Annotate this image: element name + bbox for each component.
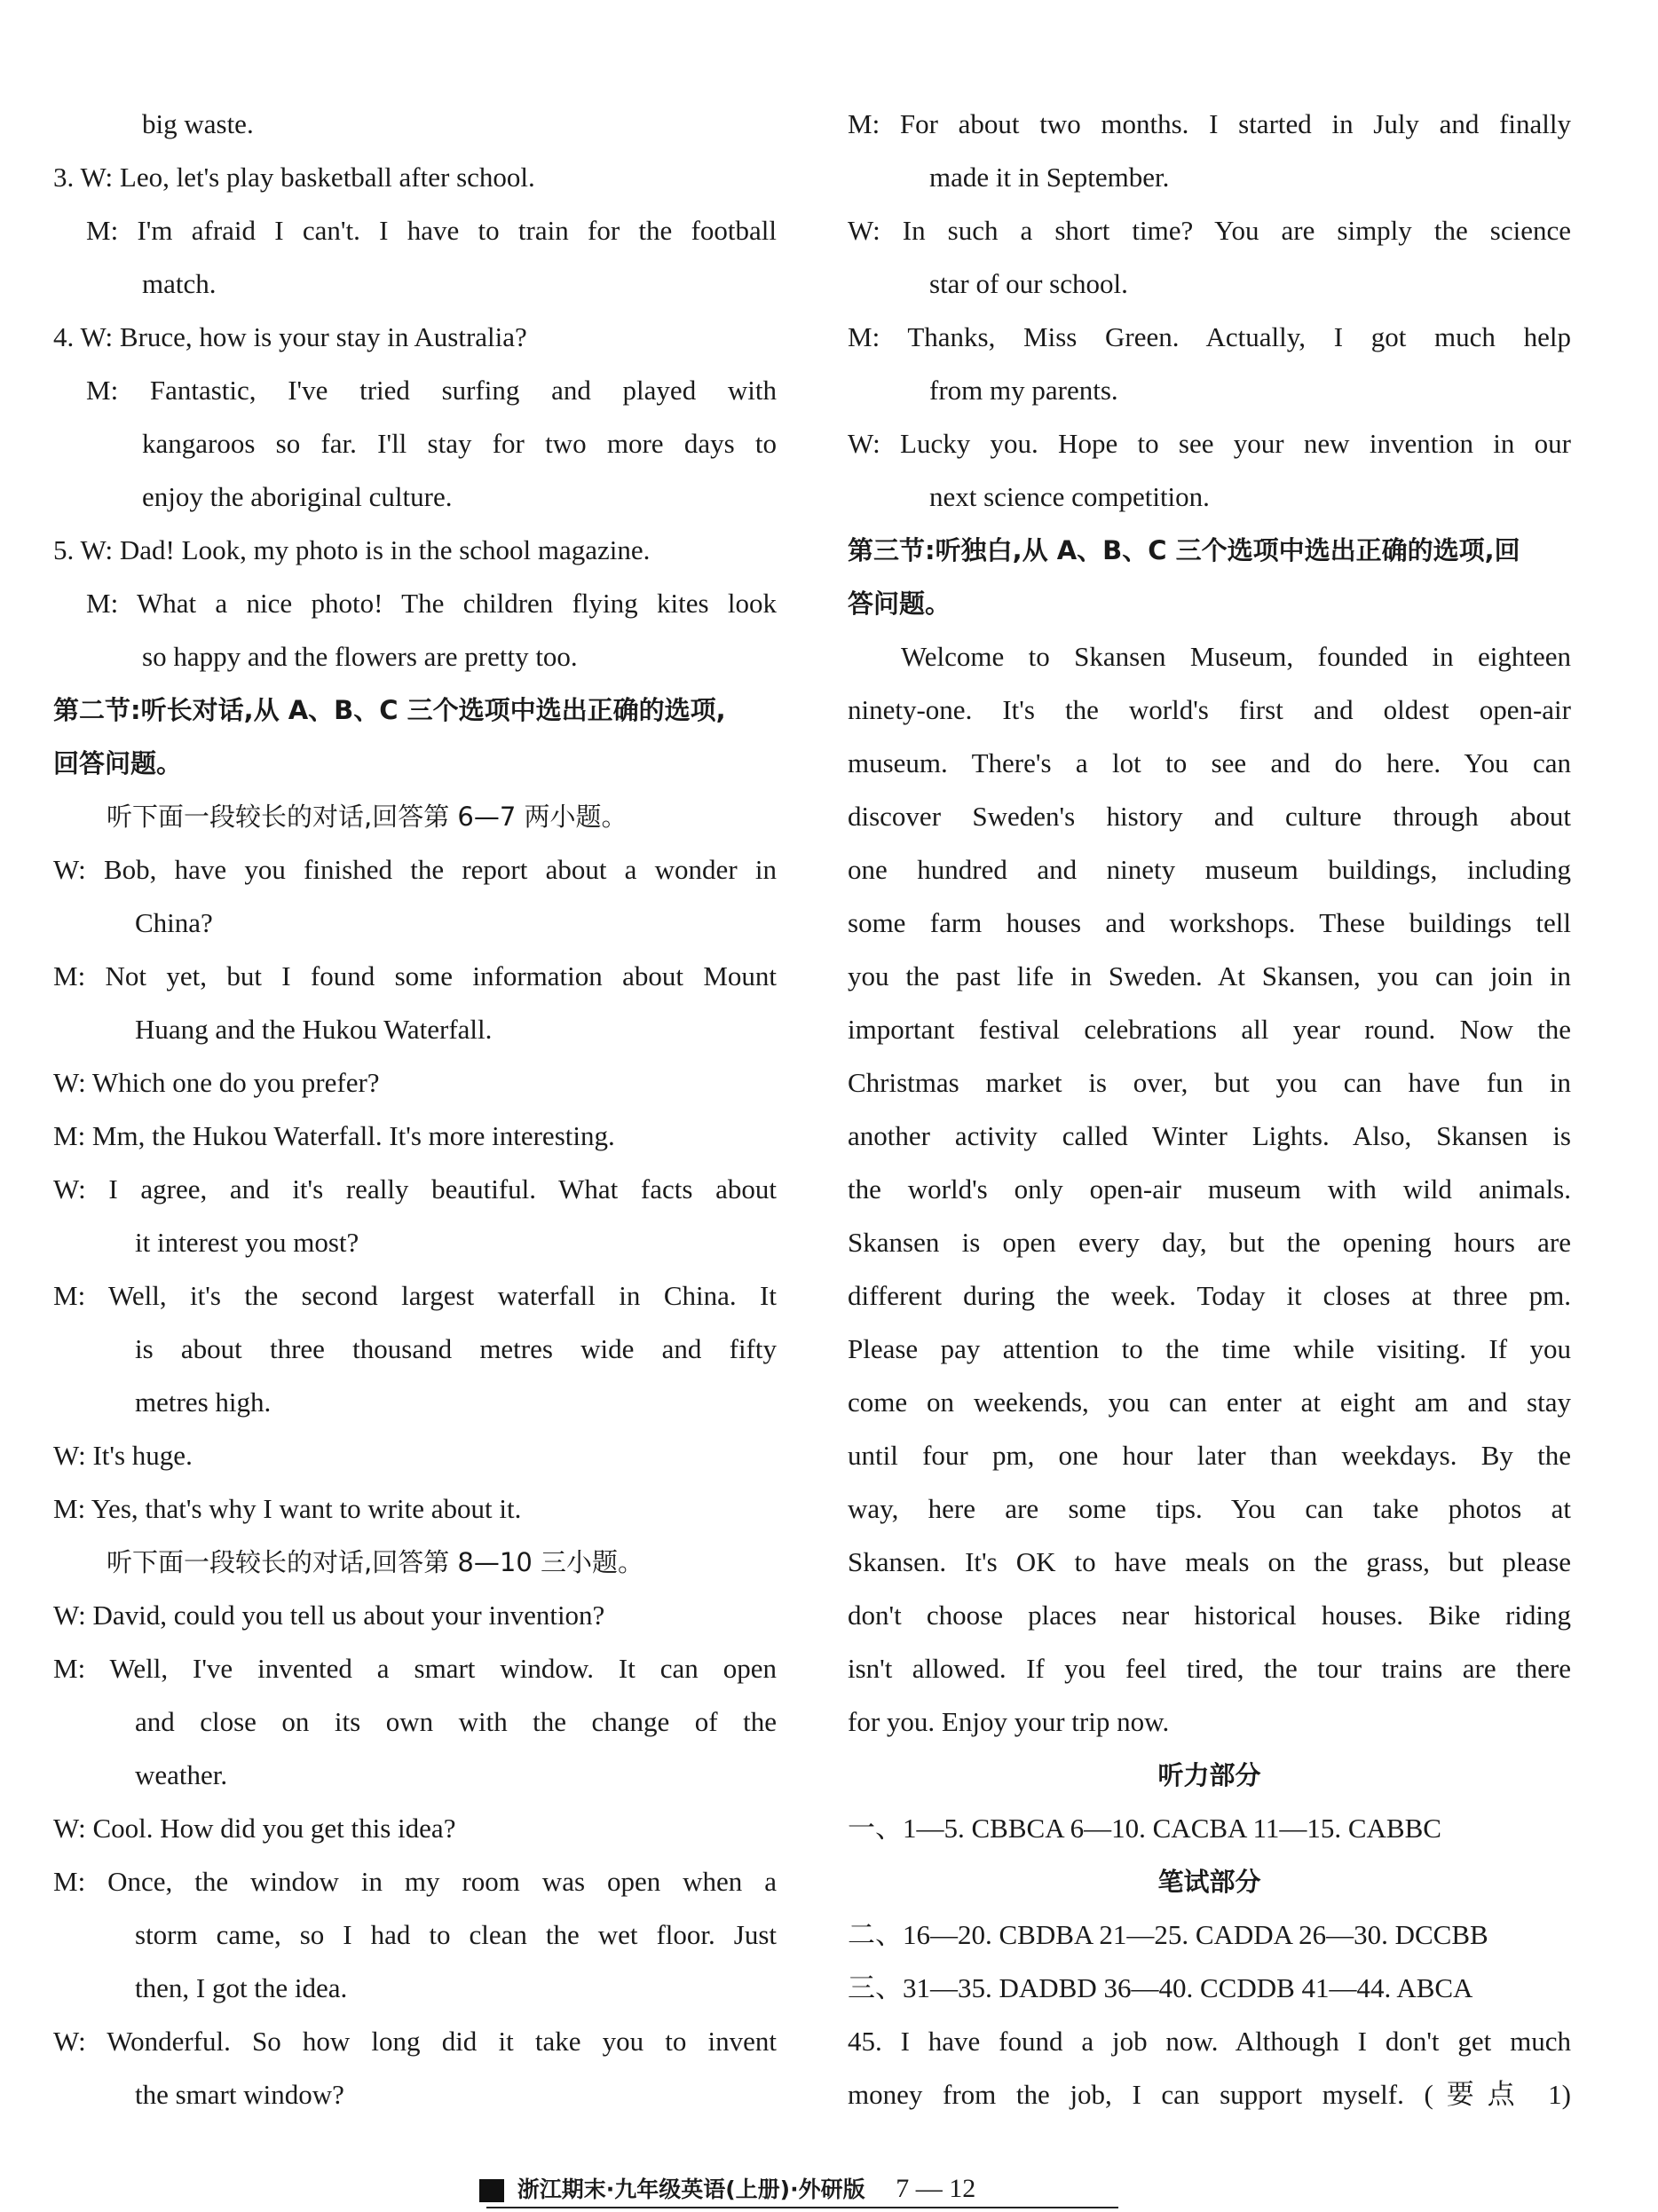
text-line: W: Bob, have you finished the report about a wonder in [53, 854, 777, 885]
text-line: W: Wonderful. So how long did it take you to invent [53, 2026, 777, 2057]
text-line: enjoy the aboriginal culture. [142, 481, 453, 512]
text-line: next science competition. [929, 481, 1210, 512]
text-line: come on weekends, you can enter at eight am and stay [848, 1386, 1571, 1418]
text-line: Please pay attention to the time while visiting. If you [848, 1333, 1571, 1364]
text-line: storm came, so I had to clean the wet floor. Just [135, 1919, 777, 1950]
text-line: M: Yes, that's why I want to write about it. [53, 1493, 522, 1524]
text-line: match. [142, 268, 217, 299]
text-line: M: What a nice photo! The children flying kites look [86, 588, 777, 619]
text-line: M: Thanks, Miss Green. Actually, I got much help [848, 321, 1571, 352]
text-line: it interest you most? [135, 1227, 359, 1258]
text-line: different during the week. Today it closes at three pm. [848, 1280, 1571, 1311]
left-column [53, 98, 777, 2121]
footer-divider [486, 2207, 1118, 2208]
text-line: 回答问题。 [53, 748, 183, 778]
text-line: 第二节:听长对话,从 A、B、C 三个选项中选出正确的选项, [53, 695, 726, 725]
text-line: star of our school. [929, 268, 1128, 299]
text-line: big waste. [142, 108, 254, 139]
text-line: the smart window? [135, 2079, 344, 2110]
footer-title: 浙江期末·九年级英语(上册)·外研版 [517, 2176, 865, 2202]
text-line: don't choose places near historical houses. Bike riding [848, 1600, 1571, 1631]
text-line: 5. W: Dad! Look, my photo is in the school magazine. [53, 534, 651, 565]
text-line: M: Mm, the Hukou Waterfall. It's more interesting. [53, 1120, 615, 1151]
text-line: until four pm, one hour later than weekdays. By the [848, 1440, 1571, 1471]
text-line: M: Well, I've invented a smart window. It can open [53, 1653, 777, 1684]
text-line: W: In such a short time? You are simply the science [848, 215, 1571, 246]
text-line: China? [135, 907, 213, 938]
text-line: 一、1—5. CBBCA 6—10. CACBA 11—15. CABBC [848, 1813, 1441, 1844]
text-line: W: David, could you tell us about your invention? [53, 1600, 605, 1631]
text-line: then, I got the idea. [135, 1972, 348, 2003]
text-line: museum. There's a lot to see and do here. You can [848, 747, 1571, 778]
text-line: important festival celebrations all year round. Now the [848, 1014, 1571, 1045]
page-number: 7 — 12 [896, 2174, 976, 2203]
text-line: kangaroos so far. I'll stay for two more days to [142, 428, 777, 459]
text-line: way, here are some tips. You can take photos at [848, 1493, 1571, 1524]
text-line: money from the job, I can support myself. (要点 1) [848, 2079, 1571, 2110]
text-line: 二、16—20. CBDBA 21—25. CADDA 26—30. DCCBB [848, 1919, 1488, 1950]
text-line: 三、31—35. DADBD 36—40. CCDDB 41—44. ABCA [848, 1972, 1473, 2003]
page-footer [479, 2173, 975, 2205]
text-line: Skansen. It's OK to have meals on the grass, but please [848, 1546, 1571, 1577]
text-line: 第三节:听独白,从 A、B、C 三个选项中选出正确的选项,回 [848, 535, 1520, 565]
text-line: 听下面一段较长的对话,回答第 8—10 三小题。 [107, 1547, 644, 1577]
text-line: some farm houses and workshops. These buildings tell [848, 907, 1571, 938]
text-line: isn't allowed. If you feel tired, the tour trains are there [848, 1653, 1571, 1684]
text-line: from my parents. [929, 375, 1118, 406]
text-line: is about three thousand metres wide and fifty [135, 1333, 777, 1364]
text-line: 45. I have found a job now. Although I don't get much [848, 2026, 1571, 2057]
text-line: W: Which one do you prefer? [53, 1067, 380, 1098]
text-line: M: I'm afraid I can't. I have to train for the football [86, 215, 777, 246]
text-line: W: Cool. How did you get this idea? [53, 1813, 456, 1844]
text-line: another activity called Winter Lights. Also, Skansen is [848, 1120, 1571, 1151]
text-line: 听下面一段较长的对话,回答第 6—7 两小题。 [107, 802, 628, 832]
text-line: discover Sweden's history and culture through about [848, 801, 1571, 832]
text-line: metres high. [135, 1386, 272, 1418]
text-line: Huang and the Hukou Waterfall. [135, 1014, 493, 1045]
text-line: M: Not yet, but I found some information about Mount [53, 960, 777, 991]
text-line: for you. Enjoy your trip now. [848, 1706, 1170, 1737]
text-line: Skansen is open every day, but the opening hours are [848, 1227, 1571, 1258]
text-line: M: Once, the window in my room was open when a [53, 1866, 777, 1897]
text-line: M: Well, it's the second largest waterfall in China. It [53, 1280, 777, 1311]
text-line: the world's only open-air museum with wild animals. [848, 1173, 1571, 1205]
text-line: so happy and the flowers are pretty too. [142, 641, 578, 672]
text-line: 3. W: Leo, let's play basketball after school. [53, 162, 535, 193]
text-line: you the past life in Sweden. At Skansen, you can join in [848, 960, 1571, 991]
text-line: weather. [135, 1759, 228, 1790]
text-line: 笔试部分 [1157, 1867, 1261, 1897]
text-line: W: I agree, and it's really beautiful. What facts about [53, 1173, 777, 1205]
text-line: made it in September. [929, 162, 1170, 193]
text-line: Welcome to Skansen Museum, founded in eighteen [901, 641, 1571, 672]
text-line: ninety-one. It's the world's first and oldest open-air [848, 694, 1571, 725]
footer-mark-icon [479, 2179, 504, 2202]
text-line: one hundred and ninety museum buildings, including [848, 854, 1571, 885]
text-line: M: Fantastic, I've tried surfing and played with [86, 375, 777, 406]
text-line: W: It's huge. [53, 1440, 193, 1471]
text-line: M: For about two months. I started in July and finally [848, 108, 1571, 139]
text-line: W: Lucky you. Hope to see your new invention in our [848, 428, 1571, 459]
text-line: and close on its own with the change of the [135, 1706, 777, 1737]
text-line: 答问题。 [848, 589, 951, 619]
text-line: 4. W: Bruce, how is your stay in Australia? [53, 321, 527, 352]
right-column [848, 98, 1571, 2121]
text-line: 听力部分 [1157, 1760, 1261, 1790]
text-line: Christmas market is over, but you can have fun in [848, 1067, 1571, 1098]
